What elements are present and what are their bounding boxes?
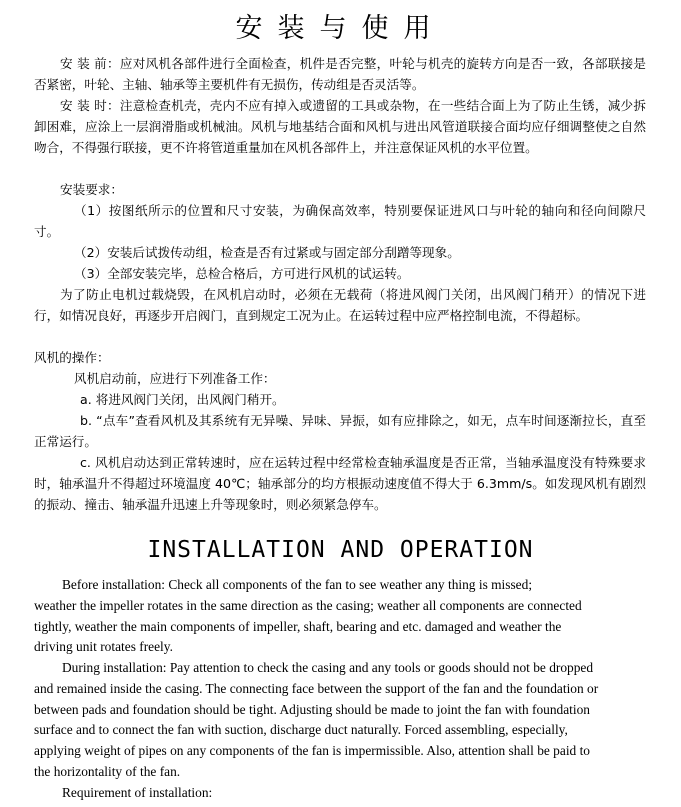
en-line: applying weight of pipes on any components of the fan is impermissible. Also, attention shall be paid to <box>34 743 590 759</box>
en-line: driving unit rotates freely. <box>34 639 173 655</box>
en-line: between pads and foundation should be tight. Adjusting should be made to joint the fan with foundation <box>34 701 590 717</box>
en-line: tightly, weather the main components of impeller, shaft, bearing and etc. damaged and weather the <box>34 618 562 634</box>
en-line: Before installation: Check all components of the fan to see weather any thing is missed; <box>62 577 533 592</box>
page-title-english: INSTALLATION AND OPERATION <box>147 537 534 563</box>
en-line: and remained inside the casing. The connecting face between the support of the fan and the foundation or <box>34 680 599 696</box>
cn-paragraph-motor-overload: 为了防止电机过载烧毁，在风机启动时，必须在无载荷（将进风阀门关闭，出风阀门稍开）的情况下进行，如情况良好，再逐步开启阀门，直到规定工况为止。在运转过程中应严格控制电流，不得超标。 <box>34 287 646 324</box>
en-line: During installation: Pay attention to check the casing and any tools or goods should not be dropped <box>62 660 594 675</box>
cn-heading-installation-requirements: 安装要求： <box>60 182 123 197</box>
cn-heading-fan-operation: 风机的操作： <box>34 350 110 365</box>
en-heading-requirement-of-installation: Requirement of installation: <box>62 785 213 800</box>
cn-paragraph-before-start: 风机启动前，应进行下列准备工作： <box>74 371 276 386</box>
en-paragraph-during-installation <box>34 658 634 783</box>
en-paragraph-before-installation <box>34 575 634 658</box>
cn-list-item-1: （1）按图纸所示的位置和尺寸安装，为确保高效率，特别要保证进风口与叶轮的轴向和径向间隙尺寸。 <box>34 203 646 240</box>
cn-step-a: a. 将进风阀门关闭，出风阀门稍开。 <box>80 392 285 407</box>
en-line: weather the impeller rotates in the same direction as the casing; weather all components are connected <box>34 597 582 613</box>
en-line: surface and to connect the fan with suction, discharge duct naturally. Forced assembling, especially, <box>34 722 568 738</box>
cn-list-item-2: （2）安装后试拨传动组，检查是否有过紧或与固定部分刮蹭等现象。 <box>74 245 460 260</box>
cn-paragraph-during-installation: 安 装 时：注意检查机壳，壳内不应有掉入或遗留的工具或杂物，在一些结合面上为了防止生锈，减少拆卸困难，应涂上一层润滑脂或机械油。风机与地基结合面和风机与进出风管道联接合面均应仔细调整使之自然吻合，不得强行联接，更不许将管道重量加在风机各部件上，并注意保证风机的水平位置。 <box>34 98 646 156</box>
cn-step-b: b. “点车”查看风机及其系统有无异噪、异味、异振，如有应排除之，如无，点车时间逐渐拉长，直至正常运行。 <box>34 413 646 450</box>
en-line: the horizontality of the fan. <box>34 763 181 779</box>
cn-paragraph-before-installation: 安 装 前：应对风机各部件进行全面检查，机件是否完整，叶轮与机壳的旋转方向是否一致，各部联接是否紧密，叶轮、主轴、轴承等主要机件有无损伤，传动组是否灵活等。 <box>34 56 646 93</box>
cn-step-c: c. 风机启动达到正常转速时，应在运转过程中经常检查轴承温度是否正常，当轴承温度没有特殊要求时，轴承温升不得超过环境温度 40℃；轴承部分的均方根振动速度值不得大于 6.3mm/s。如发现风机有剧烈的振动、撞击、轴承温升迅速上升等现象时，则必须紧急停车。 <box>34 455 646 513</box>
page-title-chinese: 安装与使用 <box>235 13 446 44</box>
cn-list-item-3: （3）全部安装完毕，总检合格后，方可进行风机的试运转。 <box>74 266 410 281</box>
